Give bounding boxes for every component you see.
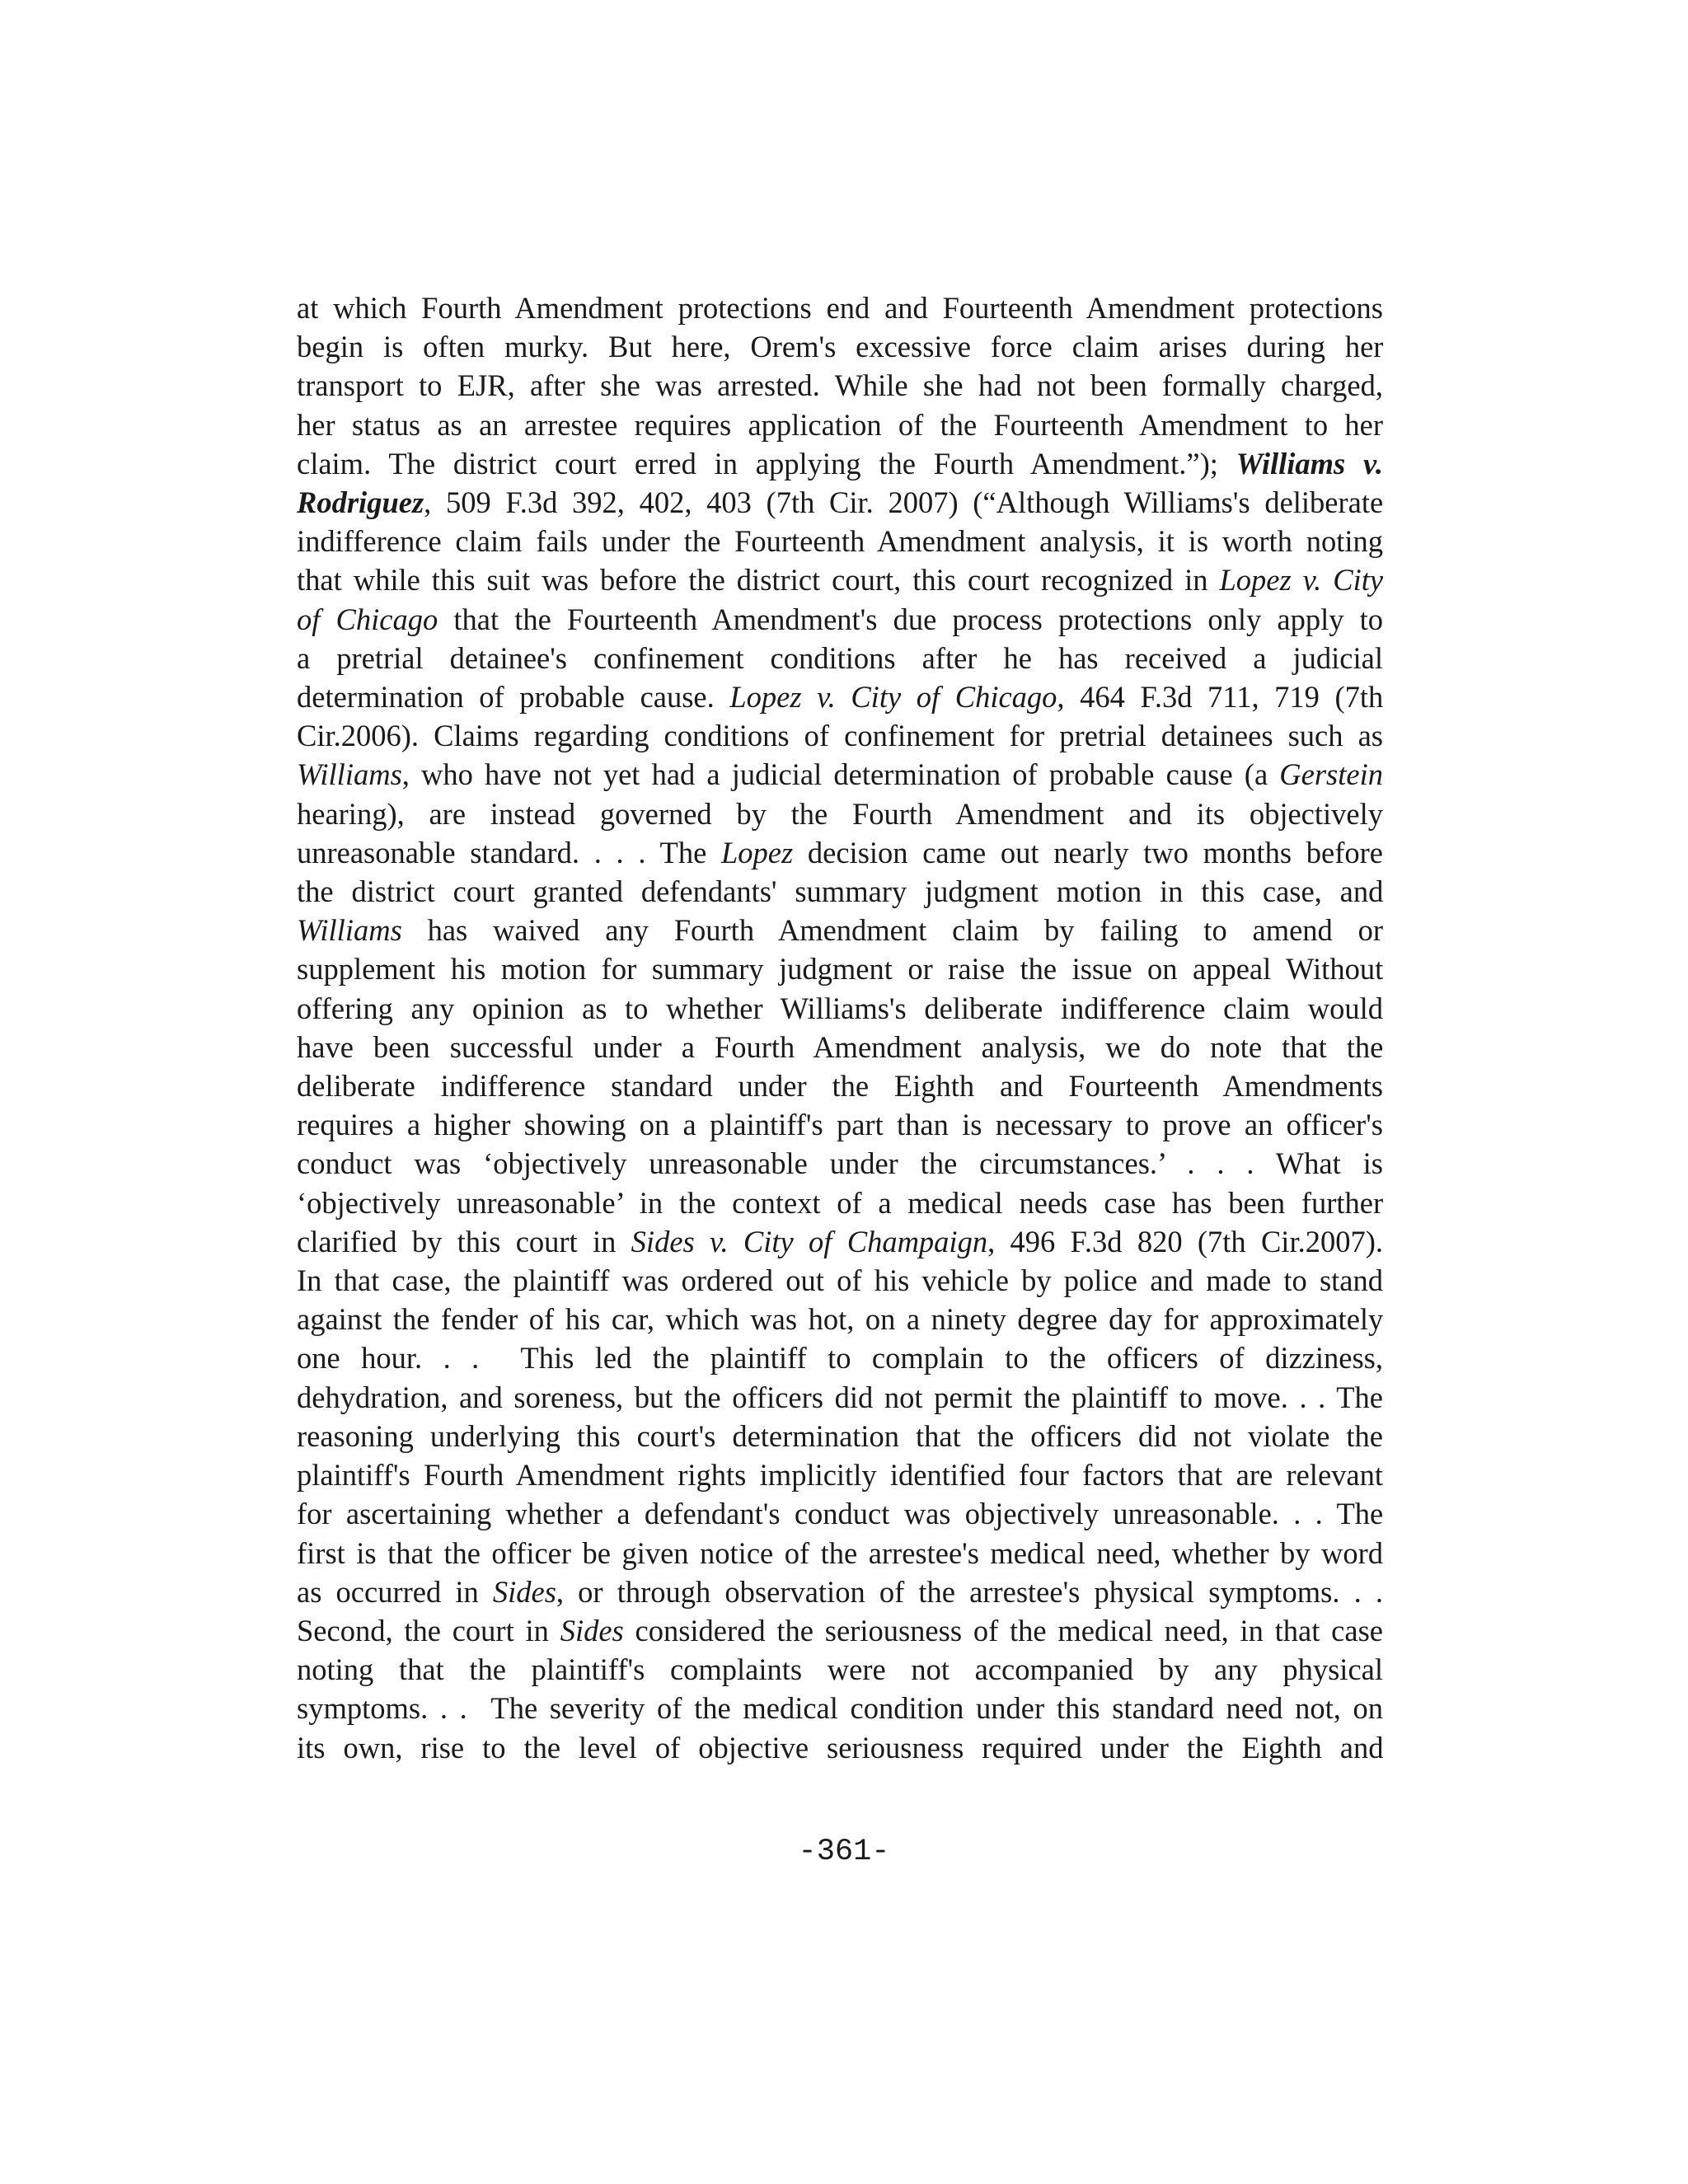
text-segment: considered the seriousness of the medical need, in that case [623, 1613, 1383, 1647]
text-segment: , who have not yet had a judicial determination of probable cause (a [401, 757, 1280, 792]
text-line [297, 1300, 1383, 1338]
text-segment: the district court granted defendants' summary judgment motion in this case, and [297, 874, 1383, 909]
text-line [297, 1572, 1383, 1611]
text-line [297, 1455, 1383, 1494]
text-segment: a pretrial detainee's confinement conditions after he has received a judicial [297, 640, 1383, 675]
text-segment: symptoms. . . The severity of the medical condition under this standard need not, on [297, 1691, 1383, 1726]
text-segment: determination of probable cause. [297, 680, 730, 715]
text-line [297, 755, 1383, 794]
text-line [297, 327, 1383, 366]
text-line [297, 1650, 1383, 1689]
text-line [297, 1066, 1383, 1105]
text-segment: noting that the plaintiff's complaints were not accompanied by any physical [297, 1652, 1383, 1687]
text-line [297, 989, 1383, 1028]
text-line [297, 483, 1383, 522]
text-line [297, 677, 1383, 716]
text-segment: unreasonable standard. . . . The [297, 835, 721, 869]
text-line [297, 405, 1383, 444]
text-line [297, 366, 1383, 405]
text-line [297, 1417, 1383, 1455]
text-line [297, 1338, 1383, 1377]
text-line [297, 1105, 1383, 1144]
text-segment: clarified by this court in [297, 1224, 631, 1258]
text-segment: , or through observation of the arrestee's physical symptoms. . . [556, 1574, 1383, 1609]
italic-citation: Sides v. City of Champaign [631, 1224, 988, 1258]
text-segment: at which Fourth Amendment protections end and Fourteenth Amendment protections [297, 291, 1383, 325]
bold-italic-case-name: Williams v. [1236, 446, 1383, 480]
text-segment: conduct was ‘objectively unreasonable under the circumstances.’ . . . What is [297, 1146, 1383, 1181]
text-line [297, 872, 1383, 911]
text-segment: claim. The district court erred in applying the Fourth Amendment.”); [297, 446, 1236, 480]
text-segment: that the Fourteenth Amendment's due process protections only apply to [438, 602, 1383, 636]
text-line [297, 1611, 1383, 1650]
text-segment: have been successful under a Fourth Amendment analysis, we do note that the [297, 1029, 1383, 1064]
text-segment: first is that the officer be given notice of the arrestee's medical need, whether by word [297, 1535, 1383, 1570]
text-segment: for ascertaining whether a defendant's conduct was objectively unreasonable. . . The [297, 1497, 1383, 1531]
text-line [297, 1222, 1383, 1261]
text-segment: , 509 F.3d 392, 402, 403 (7th Cir. 2007) (“Although Williams's deliberate [424, 485, 1383, 520]
text-line [297, 639, 1383, 677]
text-segment: as occurred in [297, 1574, 493, 1609]
text-segment: indifference claim fails under the Fourteenth Amendment analysis, it is worth noting [297, 524, 1383, 559]
italic-citation: Williams [297, 913, 402, 948]
text-line [297, 1183, 1383, 1222]
body-text [297, 288, 1383, 1767]
text-segment: dehydration, and soreness, but the officers did not permit the plaintiff to move. . . The [297, 1380, 1383, 1414]
text-segment: that while this suit was before the district court, this court recognized in [297, 563, 1220, 598]
italic-citation: Williams [297, 757, 402, 792]
page-number: -361- [798, 1835, 890, 1869]
text-segment: offering any opinion as to whether Williams's deliberate indifference claim would [297, 991, 1383, 1025]
text-segment: Second, the court in [297, 1613, 560, 1647]
text-line [297, 1378, 1383, 1417]
text-line [297, 1028, 1383, 1066]
text-segment: transport to EJR, after she was arrested. While she had not been formally charged, [297, 368, 1383, 403]
text-line [297, 1494, 1383, 1533]
text-segment: its own, rise to the level of objective seriousness required under the Eighth and [297, 1730, 1383, 1765]
italic-citation: Lopez [720, 835, 794, 869]
text-line [297, 716, 1383, 755]
italic-citation: Sides [560, 1613, 624, 1647]
text-segment: hearing), are instead governed by the Fourth Amendment and its objectively [297, 796, 1383, 831]
text-line [297, 1728, 1383, 1767]
text-line [297, 1534, 1383, 1572]
text-segment: against the fender of his car, which was hot, on a ninety degree day for approximately [297, 1302, 1383, 1337]
text-line [297, 288, 1383, 327]
text-line [297, 1689, 1383, 1727]
text-segment: supplement his motion for summary judgment or raise the issue on appeal Without [297, 952, 1383, 987]
italic-citation: Lopez v. City [1219, 563, 1383, 598]
text-segment: decision came out nearly two months before [793, 835, 1383, 869]
italic-citation: Lopez v. City of Chicago [729, 680, 1057, 715]
text-segment: reasoning underlying this court's determination that the officers did not violate the [297, 1418, 1383, 1453]
text-segment: one hour. . . This led the plaintiff to complain to the officers of dizziness, [297, 1341, 1383, 1376]
text-line [297, 444, 1383, 483]
text-segment: In that case, the plaintiff was ordered out of his vehicle by police and made to stand [297, 1263, 1383, 1298]
text-segment: begin is often murky. But here, Orem's excessive force claim arises during her [297, 330, 1383, 364]
text-segment: requires a higher showing on a plaintiff's part than is necessary to prove an officer's [297, 1108, 1383, 1142]
text-segment: ‘objectively unreasonable’ in the context of a medical needs case has been further [297, 1185, 1383, 1220]
italic-citation: Sides [492, 1574, 556, 1609]
text-line [297, 600, 1383, 639]
text-line [297, 522, 1383, 560]
text-line [297, 1261, 1383, 1300]
text-segment: , 464 F.3d 711, 719 (7th [1057, 680, 1383, 715]
bold-italic-case-name: Rodriguez [297, 485, 424, 520]
text-segment: plaintiff's Fourth Amendment rights implicitly identified four factors that are relevant [297, 1458, 1383, 1493]
text-line [297, 949, 1383, 988]
text-segment: Cir.2006). Claims regarding conditions of confinement for pretrial detainees such as [297, 719, 1383, 753]
italic-citation: of Chicago [297, 602, 438, 636]
text-line [297, 1144, 1383, 1183]
text-line [297, 560, 1383, 599]
text-line [297, 911, 1383, 949]
text-segment: her status as an arrestee requires application of the Fourteenth Amendment to her [297, 407, 1383, 442]
text-segment: , 496 F.3d 820 (7th Cir.2007). [987, 1224, 1383, 1258]
text-line [297, 833, 1383, 872]
text-line [297, 794, 1383, 833]
italic-citation: Gerstein [1279, 757, 1383, 792]
text-segment: has waived any Fourth Amendment claim by failing to amend or [401, 913, 1383, 948]
text-segment: deliberate indifference standard under the Eighth and Fourteenth Amendments [297, 1069, 1383, 1104]
